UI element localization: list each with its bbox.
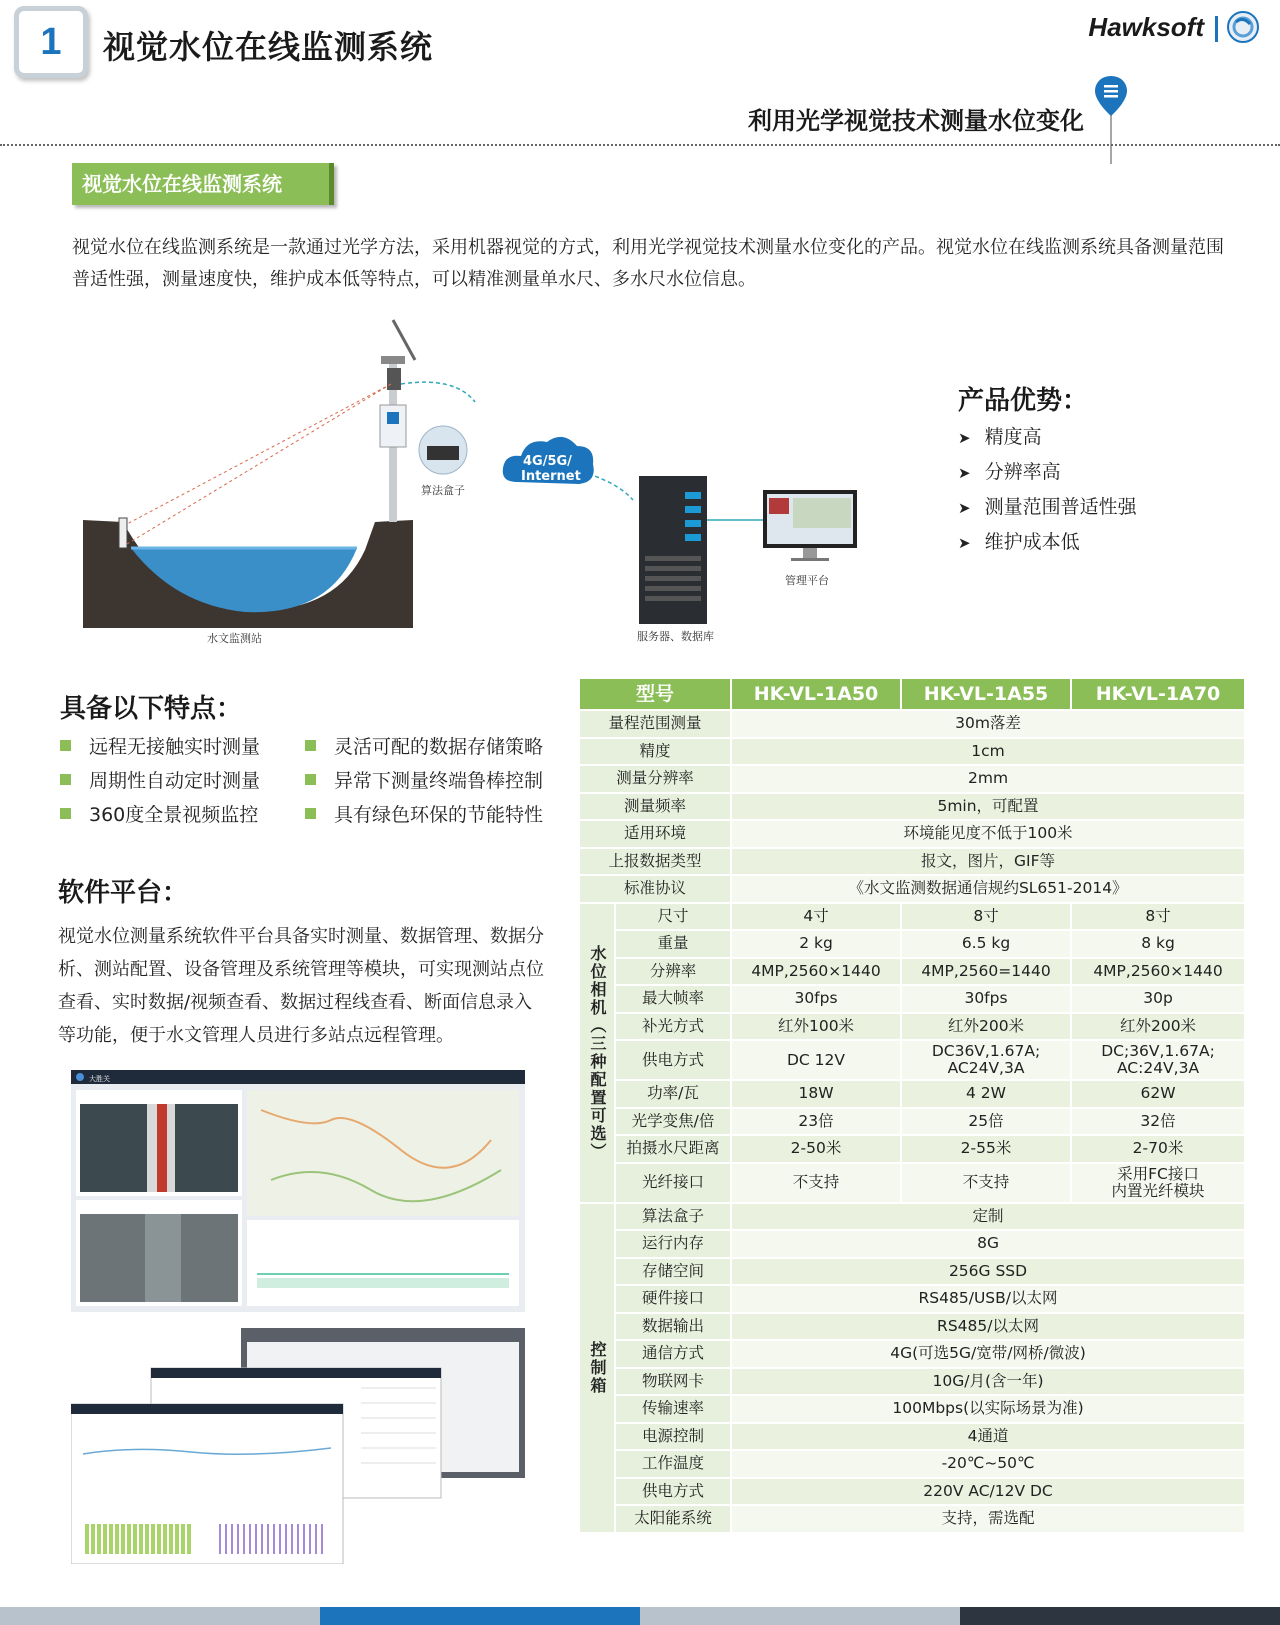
advantage-item: ➤ 精度高 [958, 420, 1137, 455]
spec-value: DC;36V,1.67A; AC:24V,3A [1071, 1040, 1245, 1080]
spec-value: 8寸 [1071, 903, 1245, 931]
spec-row [579, 1040, 1245, 1080]
spec-label: 工作温度 [615, 1450, 731, 1478]
spec-row [579, 1395, 1245, 1423]
spec-value: RS485/以太网 [731, 1313, 1245, 1341]
spec-row [579, 1013, 1245, 1041]
software-screenshot-dashboard [71, 1070, 525, 1312]
spec-value: 支持，需选配 [731, 1505, 1245, 1533]
spec-header-1a70: HK-VL-1A70 [1071, 678, 1245, 710]
feature-item: 周期性自动定时测量 [60, 767, 305, 795]
advantages-title: 产品优势： [958, 386, 1089, 416]
spec-label: 标准协议 [579, 875, 731, 903]
spec-label: 运行内存 [615, 1230, 731, 1258]
spec-label: 物联网卡 [615, 1368, 731, 1396]
spec-value: 8G [731, 1230, 1245, 1258]
feature-item: 具有绿色环保的节能特性 [305, 801, 560, 829]
brand-divider [1215, 16, 1218, 42]
spec-label: 尺寸 [615, 903, 731, 931]
spec-label: 存储空间 [615, 1258, 731, 1286]
spec-row [579, 1230, 1245, 1258]
features-title: 具备以下特点： [60, 694, 243, 724]
spec-row [579, 958, 1245, 986]
spec-value: 2mm [731, 765, 1245, 793]
spec-value: 6.5 kg [901, 930, 1071, 958]
footer-bar [0, 1607, 1280, 1625]
spec-group-control: 控制箱 [579, 1203, 615, 1533]
spec-value: 2-70米 [1071, 1135, 1245, 1163]
spec-table [578, 677, 1246, 1534]
section-number-badge [14, 6, 88, 78]
software-title: 软件平台： [58, 878, 189, 908]
advantage-item: ➤ 维护成本低 [958, 525, 1137, 560]
feature-item: 360度全景视频监控 [60, 801, 305, 829]
spec-value: DC36V,1.67A; AC24V,3A [901, 1040, 1071, 1080]
spec-value: 62W [1071, 1080, 1245, 1108]
features-list [60, 733, 560, 829]
spec-value: 23倍 [731, 1108, 901, 1136]
spec-value: 2 kg [731, 930, 901, 958]
spec-value: 不支持 [901, 1163, 1071, 1203]
spec-label: 拍摄水尺距离 [615, 1135, 731, 1163]
spec-value: 100Mbps(以实际场景为准) [731, 1395, 1245, 1423]
spec-value: 环境能见度不低于100米 [731, 820, 1245, 848]
spec-header-1a55: HK-VL-1A55 [901, 678, 1071, 710]
spec-label: 测量分辨率 [579, 765, 731, 793]
spec-row [579, 1108, 1245, 1136]
spec-row [579, 875, 1245, 903]
header-divider [0, 144, 1280, 146]
footer-segment [640, 1607, 960, 1625]
spec-value: 30p [1071, 985, 1245, 1013]
advantage-item: ➤ 分辨率高 [958, 455, 1137, 490]
spec-label: 光学变焦/倍 [615, 1108, 731, 1136]
spec-row [579, 1340, 1245, 1368]
spec-label: 太阳能系统 [615, 1505, 731, 1533]
spec-value: 2-50米 [731, 1135, 901, 1163]
footer-segment [0, 1607, 320, 1625]
spec-value: 4MP,2560=1440 [901, 958, 1071, 986]
spec-value: 1cm [731, 738, 1245, 766]
spec-label: 光纤接口 [615, 1163, 731, 1203]
spec-value: 采用FC接口 内置光纤模块 [1071, 1163, 1245, 1203]
spec-label: 硬件接口 [615, 1285, 731, 1313]
spec-value: 30fps [731, 985, 901, 1013]
spec-label: 最大帧率 [615, 985, 731, 1013]
spec-value: 红外200米 [901, 1013, 1071, 1041]
spec-value: RS485/USB/以太网 [731, 1285, 1245, 1313]
page-title: 视觉水位在线监测系统 [103, 28, 434, 66]
software-screenshot-reports [71, 1328, 525, 1564]
spec-row [579, 1135, 1245, 1163]
spec-value: 报文，图片，GIF等 [731, 848, 1245, 876]
screenshot-title: 大胜关 [89, 1075, 110, 1083]
spec-group-camera: 水位相机（三种配置可选） [579, 903, 615, 1203]
spec-value: 红外200米 [1071, 1013, 1245, 1041]
algo-box-label: 算法盒子 [421, 484, 465, 497]
spec-value: 18W [731, 1080, 901, 1108]
cloud-label-2: Internet [521, 469, 581, 484]
spec-value: 8寸 [901, 903, 1071, 931]
spec-value: 32倍 [1071, 1108, 1245, 1136]
spec-value: 10G/月(含一年) [731, 1368, 1245, 1396]
spec-header-model: 型号 [579, 678, 731, 710]
platform-label: 管理平台 [785, 574, 829, 587]
spec-value: 4寸 [731, 903, 901, 931]
spec-value: 256G SSD [731, 1258, 1245, 1286]
server-label: 服务器、数据库 [637, 630, 714, 643]
spec-label: 重量 [615, 930, 731, 958]
brand-name: Hawksoft [1088, 12, 1204, 42]
spec-row [579, 848, 1245, 876]
intro-paragraph: 视觉水位在线监测系统是一款通过光学方法，采用机器视觉的方式，利用光学视觉技术测量水位变化的产品。视觉水位在线监测系统具备测量范围普适性强，测量速度快，维护成本低等特点，可以精准测量单水尺、多水尺水位信息。 [72, 237, 1224, 290]
spec-value: 5min，可配置 [731, 793, 1245, 821]
spec-row [579, 1423, 1245, 1451]
spec-row [579, 1505, 1245, 1533]
spec-value: 红外100米 [731, 1013, 901, 1041]
spec-value: 4MP,2560×1440 [731, 958, 901, 986]
spec-value: 220V AC/12V DC [731, 1478, 1245, 1506]
spec-value: 4MP,2560×1440 [1071, 958, 1245, 986]
spec-value: 不支持 [731, 1163, 901, 1203]
station-label: 水文监测站 [207, 632, 262, 645]
advantage-item: ➤ 测量范围普适性强 [958, 490, 1137, 525]
spec-label: 传输速率 [615, 1395, 731, 1423]
spec-label: 补光方式 [615, 1013, 731, 1041]
spec-label: 上报数据类型 [579, 848, 731, 876]
spec-row [579, 820, 1245, 848]
spec-header-1a50: HK-VL-1A50 [731, 678, 901, 710]
spec-value: -20℃~50℃ [731, 1450, 1245, 1478]
spec-row [579, 903, 1245, 931]
feature-item: 灵活可配的数据存储策略 [305, 733, 560, 761]
spec-label: 适用环境 [579, 820, 731, 848]
footer-segment [960, 1607, 1280, 1625]
spec-value: 8 kg [1071, 930, 1245, 958]
cloud-label-1: 4G/5G/ [523, 454, 572, 469]
spec-row [579, 1203, 1245, 1231]
spec-label: 算法盒子 [615, 1203, 731, 1231]
spec-label: 量程范围测量 [579, 710, 731, 738]
spec-row [579, 1080, 1245, 1108]
spec-value: 4G(可选5G/宽带/网桥/微波) [731, 1340, 1245, 1368]
system-diagram [75, 300, 895, 672]
spec-value: 30fps [901, 985, 1071, 1013]
feature-item: 异常下测量终端鲁棒控制 [305, 767, 560, 795]
spec-value: 4通道 [731, 1423, 1245, 1451]
section-number: 1 [40, 21, 62, 63]
spec-value: 2-55米 [901, 1135, 1071, 1163]
brand-logo-icon [1226, 10, 1260, 44]
spec-row [579, 1478, 1245, 1506]
spec-row [579, 765, 1245, 793]
spec-row [579, 1163, 1245, 1203]
spec-label: 供电方式 [615, 1478, 731, 1506]
spec-label: 电源控制 [615, 1423, 731, 1451]
spec-row [579, 1258, 1245, 1286]
spec-row [579, 793, 1245, 821]
footer-segment [320, 1607, 640, 1625]
spec-row [579, 738, 1245, 766]
spec-value: 《水文监测数据通信规约SL651-2014》 [731, 875, 1245, 903]
section-tag: 视觉水位在线监测系统 [72, 163, 334, 205]
spec-value: 4 2W [901, 1080, 1071, 1108]
feature-item: 远程无接触实时测量 [60, 733, 305, 761]
software-description: 视觉水位测量系统软件平台具备实时测量、数据管理、数据分析、测站配置、设备管理及系统管理等模块，可实现测站点位查看、实时数据/视频查看、数据过程线查看、断面信息录入等功能，便于水文管理人员进行多站点远程管理。 [58, 926, 544, 1046]
spec-label: 通信方式 [615, 1340, 731, 1368]
spec-row [579, 930, 1245, 958]
spec-label: 供电方式 [615, 1040, 731, 1080]
location-pin-icon [1093, 74, 1129, 164]
spec-row [579, 1368, 1245, 1396]
advantages-list [958, 420, 1137, 560]
spec-value: 定制 [731, 1203, 1245, 1231]
spec-value: 25倍 [901, 1108, 1071, 1136]
spec-label: 测量频率 [579, 793, 731, 821]
page-subtitle: 利用光学视觉技术测量水位变化 [748, 107, 1084, 135]
spec-value: 30m落差 [731, 710, 1245, 738]
spec-row [579, 1285, 1245, 1313]
spec-value: DC 12V [731, 1040, 901, 1080]
spec-label: 精度 [579, 738, 731, 766]
spec-row [579, 985, 1245, 1013]
spec-label: 数据输出 [615, 1313, 731, 1341]
spec-row [579, 1450, 1245, 1478]
spec-row [579, 710, 1245, 738]
spec-label: 分辨率 [615, 958, 731, 986]
spec-row [579, 1313, 1245, 1341]
spec-label: 功率/瓦 [615, 1080, 731, 1108]
